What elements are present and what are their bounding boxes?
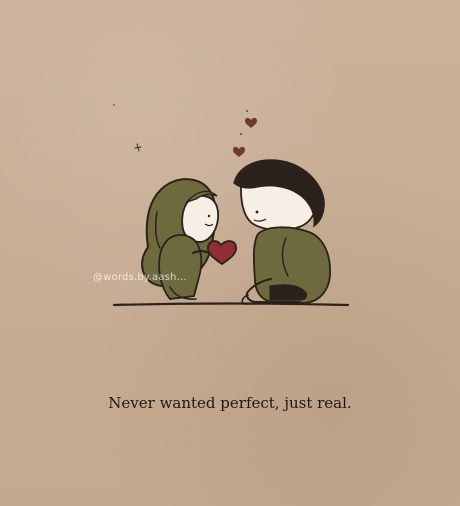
girl-body bbox=[159, 235, 201, 299]
dot-icon bbox=[113, 104, 115, 106]
boy-figure bbox=[234, 160, 330, 304]
girl-eye bbox=[208, 215, 210, 217]
quote-text: Never wanted perfect, just real. bbox=[108, 394, 352, 412]
floating-hearts bbox=[113, 104, 257, 157]
watermark: @words.by.aash... bbox=[93, 272, 187, 283]
girl-face bbox=[182, 196, 218, 242]
sparkle-icon bbox=[135, 147, 141, 148]
dot-icon bbox=[246, 110, 248, 112]
dot-icon bbox=[240, 133, 242, 135]
heart-icon bbox=[208, 241, 236, 264]
small-heart-icon bbox=[233, 147, 245, 157]
small-heart-icon bbox=[245, 118, 257, 128]
boy-eye bbox=[256, 211, 259, 214]
ground-line bbox=[114, 304, 348, 306]
